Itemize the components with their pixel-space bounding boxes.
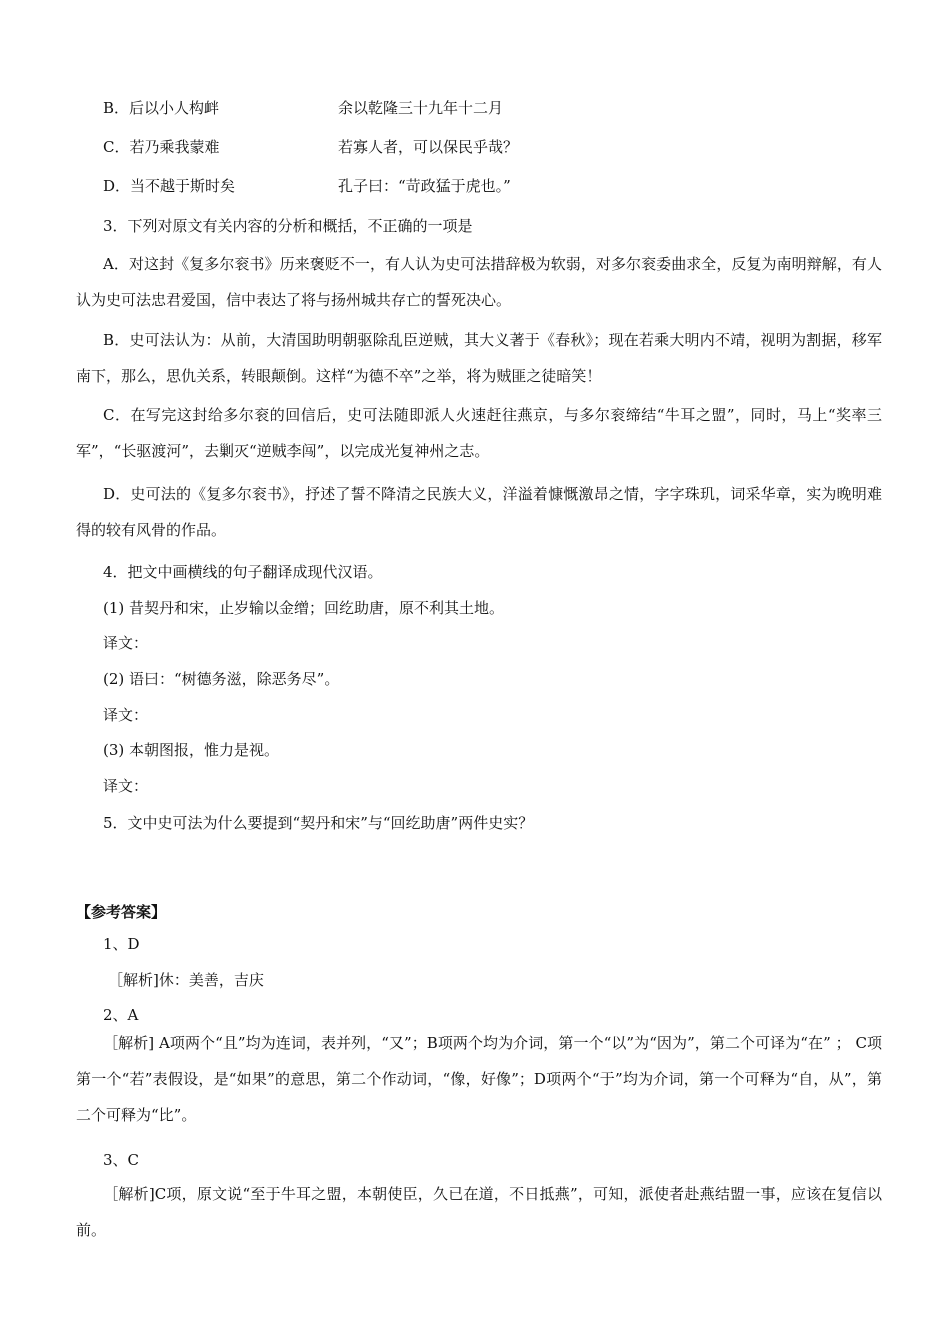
- q3-option-d: [76, 476, 882, 548]
- q3-option-b: [76, 322, 882, 394]
- q4-sentence-1: (1) 昔契丹和宋，止岁输以金缯；回纥助唐，原不利其土地。: [103, 599, 505, 617]
- q2-option-c-left: C．若乃乘我蒙难: [103, 138, 220, 156]
- answer-1-analysis: ［解析]休：美善，吉庆: [108, 971, 264, 989]
- answer-1: 1、D: [103, 935, 140, 953]
- q2-option-c-right: 若寡人者，可以保民乎哉？: [338, 138, 519, 156]
- answers-heading: 【参考答案】: [76, 903, 167, 921]
- answer-2: 2、A: [103, 1006, 139, 1024]
- q4-translate-label-1: 译文：: [103, 634, 149, 652]
- q5-stem: 5．文中史可法为什么要提到“契丹和宋”与“回纥助唐”两件史实？: [103, 814, 534, 832]
- q4-translate-label-3: 译文：: [103, 777, 149, 795]
- q3-option-c: [76, 397, 882, 469]
- q4-sentence-3: (3) 本朝图报，惟力是视。: [103, 741, 280, 759]
- q3-option-a: [76, 246, 882, 318]
- q3-stem: 3．下列对原文有关内容的分析和概括，不正确的一项是: [103, 217, 473, 235]
- q2-option-d-left: D．当不越于斯时矣: [103, 177, 236, 195]
- answer-3-analysis-text: ［解析]C项，原文说“至于牛耳之盟，本朝使臣，久已在道，不日抵燕”，可知，派使者赴燕结盟一事，应该在复信以前。: [76, 1185, 882, 1239]
- q4-stem: 4．把文中画横线的句子翻译成现代汉语。: [103, 563, 383, 581]
- q3-option-c-text: C．在写完这封给多尔衮的回信后，史可法随即派人火速赶往燕京，与多尔衮缔结“牛耳之盟”，同时，马上“奖率三军”，“长驱渡河”，去剿灭“逆贼李闯”，以完成光复神州之志。: [76, 406, 882, 460]
- q4-sentence-2: (2) 语曰：“树德务滋，除恶务尽”。: [103, 670, 340, 688]
- answer-3-analysis: [76, 1176, 882, 1248]
- q2-option-b-left: B．后以小人构衅: [103, 99, 220, 117]
- q4-translate-label-2: 译文：: [103, 706, 149, 724]
- answer-3: 3、C: [103, 1151, 140, 1169]
- answer-2-analysis: [76, 1025, 882, 1133]
- q3-option-a-text: A．对这封《复多尔衮书》历来褒贬不一，有人认为史可法措辞极为软弱，对多尔衮委曲求全，反复为南明辩解，有人认为史可法忠君爱国，信中表达了将与扬州城共存亡的誓死决心。: [76, 255, 882, 309]
- answer-2-analysis-text: ［解析] A项两个“且”均为连词，表并列，“又”；B项两个均为介词，第一个“以”为“因为”，第二个可译为“在” ； C项第一个“若”表假设，是“如果”的意思，第二个作动词，“像，好像”；D项两个“于”均为介词，第一个可释为“自，从”，第二个可释为“比”。: [76, 1034, 882, 1124]
- q3-option-d-text: D．史可法的《复多尔衮书》，抒述了誓不降清之民族大义，洋溢着慷慨激昂之情，字字珠玑，词采华章，实为晚明难得的较有风骨的作品。: [76, 485, 882, 539]
- q2-option-d-right: 孔子曰：“苛政猛于虎也。”: [338, 177, 511, 195]
- q2-option-b-right: 余以乾隆三十九年十二月: [338, 99, 504, 117]
- q3-option-b-text: B．史可法认为：从前，大清国助明朝驱除乱臣逆贼，其大义著于《春秋》；现在若乘大明内不靖，视明为割据，移军南下，那么，思仇关系，转眼颠倒。这样“为德不卒”之举，将为贼匪之徒暗笑！: [76, 331, 882, 385]
